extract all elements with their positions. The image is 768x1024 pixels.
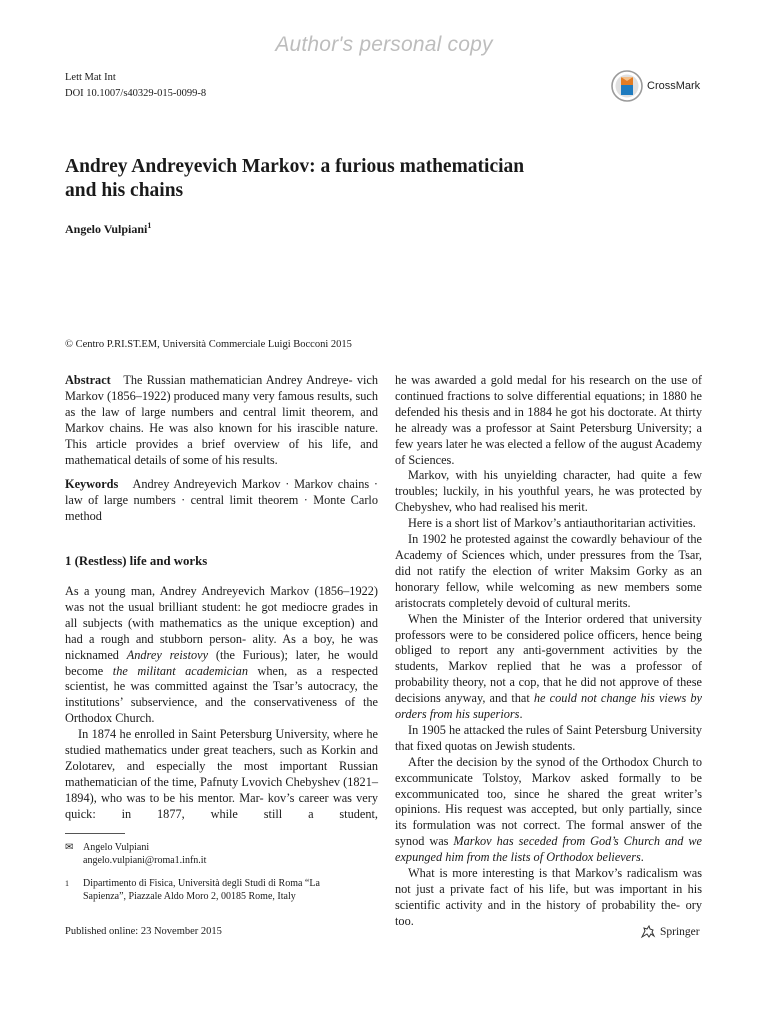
doi[interactable]: DOI 10.1007/s40329-015-0099-8 <box>65 88 207 99</box>
affiliation-marker: 1 <box>147 221 152 230</box>
publisher-logo: Springer <box>640 925 700 939</box>
copyright-line: © Centro P.RI.ST.EM, Università Commerciale Luigi Bocconi 2015 <box>65 339 352 350</box>
watermark: Author's personal copy <box>275 33 493 56</box>
author-name: Angelo Vulpiani$^1$ <box>65 221 152 236</box>
keywords-label: Keywords <box>65 477 119 491</box>
springer-horse-icon <box>640 925 656 939</box>
paragraph: Markov, with his unyielding character, had quite a few troubles; luckily, in his youthful years, he was protected by Chebyshev, who had realised his merit. <box>395 468 702 515</box>
abstract: Abstract The Russian mathematician Andrey Andreye- vich Markov (1856–1922) produced many very famous results, such as the law of large numbers and central limit theorem, and Markov chains. He was also known for his irascible nature. This article provides a brief overview of his life, and mathematical details of some of his results. <box>65 373 379 467</box>
paragraph: In 1905 he attacked the rules of Saint Petersburg University that fixed quotas on Jewish students. <box>395 722 702 753</box>
journal-name: Lett Mat Int <box>65 72 116 83</box>
crossmark-label: CrossMark <box>647 80 701 92</box>
crossmark-badge[interactable] <box>611 68 727 104</box>
footnote-contact: ✉ Angelo Vulpiani angelo.vulpiani@roma1.infn.it <box>65 842 207 866</box>
paragraph: In 1874 he enrolled in Saint Petersburg University, where he studied mathematics under great teachers, such as Korkin and Zolotarev, and especially the most important Russian mathematician of the time, Pafnuty Lvovich Chebyshev (1821–1894), who was to be his mentor. Mar- kov’s career was very quick: in 1877, while still a student, <box>65 727 379 821</box>
envelope-icon: ✉ <box>65 842 74 853</box>
article-title: Andrey Andreyevich Markov: a furious mathematician and his chains <box>65 156 525 201</box>
paragraph: After the decision by the synod of the Orthodox Church to excommunicate Tolstoy, Markov asked formally to be excommunicated too, since he shared the great writer’s opinions. His request was accepted, but only partially, since its formulation was not correct. The formal answer of the synod was Markov has seceded from God’s Church and we expunged him from the lists of Orthodox believers. <box>395 754 703 865</box>
paragraph: Here is a short list of Markov’s antiauthoritarian activities. <box>408 516 696 531</box>
paragraph: As a young man, Andrey Andreyevich Markov (1856–1922) was not the usual brilliant student: he got mediocre grades in all subjects (with mathematics as the unique exception) and had a rough and stubborn person- ality. As a boy, he was nicknamed Andrey reistovy (the Furious); later, he would become the militant academician when, as a respected scientist, he was committed against the Tsar’s autocracy, the institutions’ subservience, and the conservativeness of the Orthodox Church. <box>65 584 379 726</box>
paragraph: In 1902 he protested against the cowardly behaviour of the Academy of Sciences which, under pressures from the Tsar, did not ratify the election of writer Maksim Gorky as an honorary fellow, while welcoming as new members some aristocrats completely devoid of cultural merits. <box>395 532 703 610</box>
footnote-affiliation: 1 Dipartimento di Fisica, Università degli Studi di Roma “La Sapienza”, Piazzale Aldo Moro 2, 00185 Rome, Italy <box>65 878 320 902</box>
paragraph: What is more interesting is that Markov’s radicalism was not just a private fact of his life, but was important in his scientific activity and in the history of probability the- ory too. <box>395 866 702 928</box>
footnote-divider <box>65 833 125 834</box>
abstract-label: Abstract <box>65 373 111 387</box>
right-column-body <box>395 373 702 930</box>
left-column-body <box>65 584 378 823</box>
paragraph: When the Minister of the Interior ordered that university professors were to be considered police officers, hence being obliged to report any anti-government activities by the students, Markov replied that he was a professor of probability theory, not a cop, that he did not approve of these decisions anyway, and that he could not change his views by orders from his superiors. <box>395 611 703 722</box>
section-heading: 1 (Restless) life and works <box>65 554 208 568</box>
paragraph: he was awarded a gold medal for his research on the use of continued fractions to solve differential equations; in 1880 he defended his thesis and in 1884 he got his doctorate. At thirty he already was a professor at Saint Petersburg University; a few years later he was elected a fellow of the august Academy of Sciences. <box>395 373 702 467</box>
published-date: Published online: 23 November 2015 <box>65 926 222 937</box>
crossmark-icon <box>611 70 643 102</box>
keywords: Keywords Andrey Andreyevich Markov · Markov chains · law of large numbers · central limit theorem · Monte Carlo method <box>65 477 378 523</box>
author-email[interactable]: angelo.vulpiani@roma1.infn.it <box>83 855 207 866</box>
